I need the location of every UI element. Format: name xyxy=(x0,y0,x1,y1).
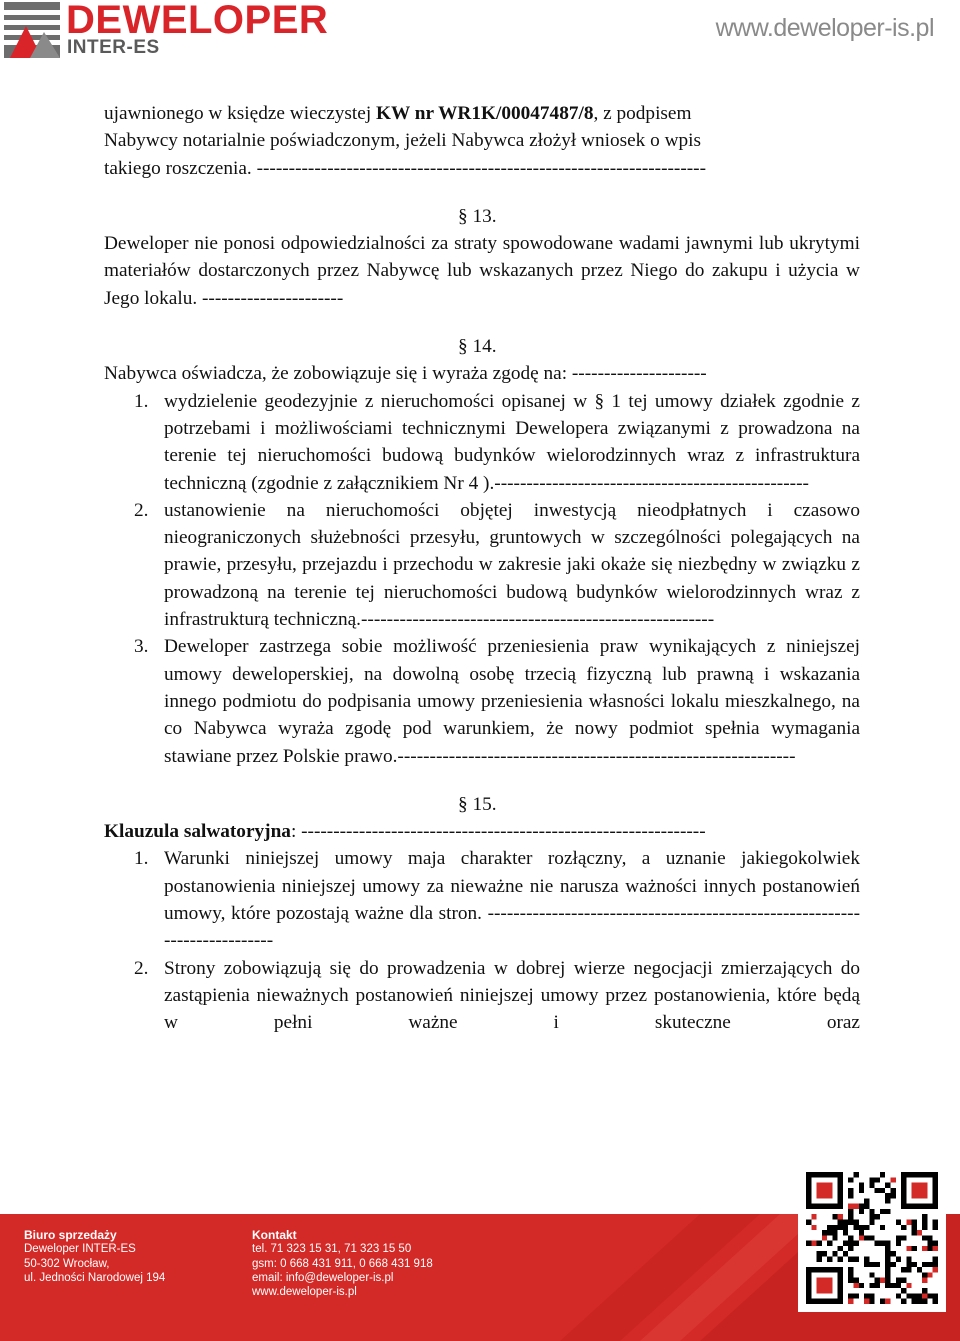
section-15-intro: Klauzula salwatoryjna: --------------------------------------------------------------- xyxy=(104,821,706,843)
building-logo-icon xyxy=(4,2,60,58)
qr-code xyxy=(798,1164,946,1312)
brand-title: DEWELOPER xyxy=(66,0,329,42)
footer-website[interactable]: www.deweloper-is.pl xyxy=(252,1286,357,1299)
list-item: 3. Deweloper zastrzega sobie możliwość przeniesienia praw wynikających z niniejszej umowy deweloperskiej, na dowolną osobę trzecią fizyczną lub prawną i wskazania innego podmiotu do podpisania umowy przeniesienia własności lokalu mieszkalnego, na co Nabywca wyraża zgodę pod warunkiem, że nowy podmiot spełnia wymagania stawiane przez Polskie prawo.-------------------------------------------------------------- xyxy=(134,636,860,767)
brand-subtitle: INTER-ES xyxy=(67,37,160,58)
footer-phone: tel. 71 323 15 31, 71 323 15 50 xyxy=(252,1243,412,1256)
footer-gsm: gsm: 0 668 431 911, 0 668 431 918 xyxy=(252,1257,433,1270)
website-link[interactable]: www.deweloper-is.pl xyxy=(715,14,934,42)
section-15-heading: § 15. xyxy=(458,793,497,815)
list-item: 1. Warunki niniejszej umowy maja charakter rozłączny, a uznanie jakiegokolwiek postanowienia niniejszej umowy za nieważne nie narusza ważności innych postanowień umowy, które pozostają ważne dla stron. --------------------------------------------------------------------------- xyxy=(134,848,860,952)
section-13-heading: § 13. xyxy=(458,205,497,227)
page-header xyxy=(0,0,960,66)
salvatorian-clause-label: Klauzula salwatoryjna xyxy=(104,821,291,843)
list-item: 1. wydzielenie geodezyjnie z nieruchomości opisanej w § 1 tej umowy działek zgodnie z potrzebami i możliwościami technicznymi Dewelopera związanymi z prowadzona na terenie tej nieruchomości budową budynków wielorodzinnych wraz z infrastruktura techniczną (zgodnie z załącznikiem Nr 4 ).------------------------------------------------- xyxy=(134,390,860,494)
section-13-text: Deweloper nie ponosi odpowiedzialności za straty spowodowane wadami jawnymi lub ukrytymi materiałów dostarczonych przez Nabywcę lub wskazanych przez Niego do zakupu i użycia w Jego lokalu. ---------------------- xyxy=(104,233,860,309)
list-item: 2. Strony zobowiązują się do prowadzenia w dobrej wierze negocjacji zmierzających do zastąpienia nieważnych postanowień niniejszej umowy przez postanowienia, które będą w pełni ważne i skuteczne oraz xyxy=(134,957,860,1034)
qr-code-icon xyxy=(806,1172,938,1304)
footer-email[interactable]: email: info@deweloper-is.pl xyxy=(252,1271,394,1284)
land-registry-number: KW nr WR1K/00047487/8 xyxy=(376,103,594,124)
footer-sales-office: Biuro sprzedaży Deweloper INTER-ES 50-302 Wrocław, ul. Jedności Narodowej 194 xyxy=(24,1228,166,1284)
list-item: 2. ustanowienie na nieruchomości objętej inwestycją nieodpłatnych i czasowo nieograniczonych służebności przesyłu, gruntowych w szczególności polegających na prawie, przesyłu, przejazdu i przechodu w zakresie jaki okaże się niezbędny w związku z prowadzoną na terenie tej nieruchomości budową budynków wielorodzinnych wraz z infrastrukturą techniczną.------------------------------------------------------- xyxy=(134,499,860,631)
footer-contact: Kontakt tel. 71 323 15 31, 71 323 15 50 gsm: 0 668 431 911, 0 668 431 918 email: info@deweloper-is.pl www.deweloper-is.pl xyxy=(252,1228,433,1299)
section-14-intro: Nabywca oświadcza, że zobowiązuje się i wyraża zgodę na: --------------------- xyxy=(104,363,707,385)
intro-paragraph: ujawnionego w księdze wieczystej KW nr WR1K/00047487/8, z podpisem Nabywcy notarialnie poświadczonym, jeżeli Nabywca złożył wniosek o wpis takiego roszczenia. ---------------------------------------------------------------------- xyxy=(104,103,707,179)
document-body xyxy=(104,100,860,1037)
section-14-heading: § 14. xyxy=(458,336,497,358)
